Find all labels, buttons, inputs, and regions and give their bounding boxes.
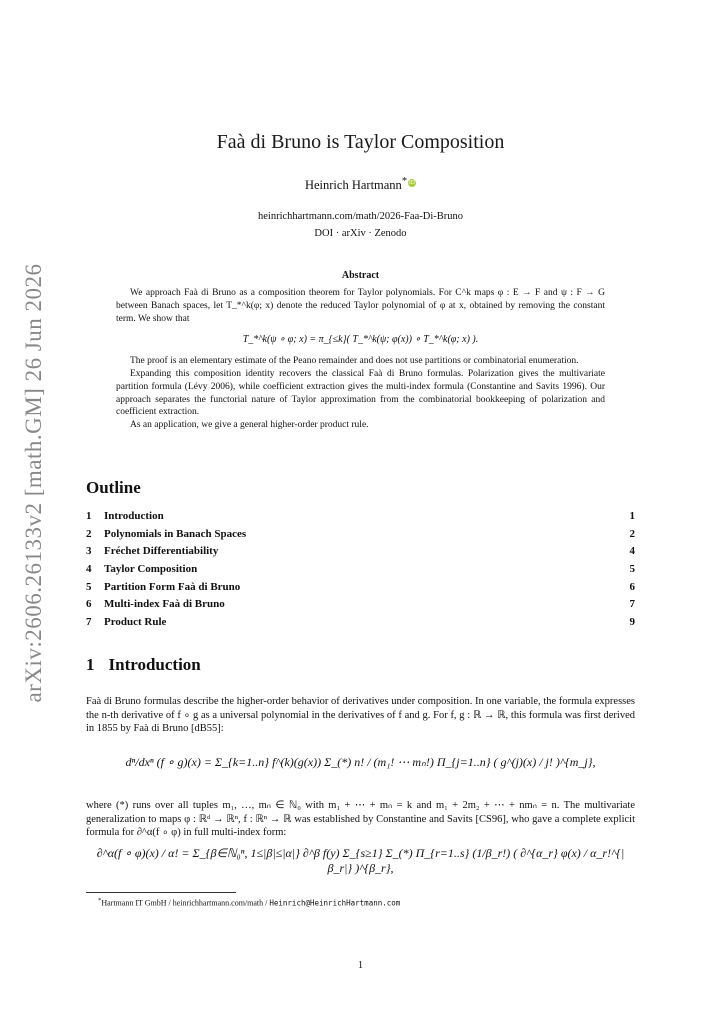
toc-number: 6 bbox=[86, 598, 92, 611]
table-of-contents bbox=[86, 508, 635, 632]
author-line bbox=[0, 176, 721, 193]
abstract-paragraph-2: The proof is an elementary estimate of the Peano remainder and does not use partitions or combinatorial enumeration. bbox=[130, 356, 579, 367]
toc-number: 3 bbox=[86, 545, 92, 558]
toc-page: 2 bbox=[629, 527, 635, 540]
toc-number: 7 bbox=[86, 616, 92, 629]
abstract-equation: T_*^k(ψ ∘ φ; x) = π_{≤k}( T_*^k(ψ; φ(x)) ∘ T_*^k(φ; x) ). bbox=[242, 334, 479, 346]
intro-paragraph-1: Faà di Bruno formulas describe the higher-order behavior of derivatives under composition. In one variable, the formula expresses the n-th derivative of f ∘ g as a universal polynomial in the derivatives of f and g. For f, g : ℝ → ℝ, this formula was first derived in 1855 by Faà di Bruno [dB55]: bbox=[86, 696, 635, 735]
toc-page: 5 bbox=[629, 563, 635, 576]
section-number: 1 bbox=[86, 655, 95, 674]
toc-page: 4 bbox=[629, 545, 635, 558]
faa-di-bruno-equation: dⁿ/dxⁿ (f ∘ g)(x) = Σ_{k=1..n} f^(k)(g(x)) Σ_(*) n! / (m₁! ⋯ mₙ!) Π_{j=1..n} ( g^(j)(x) / j! )^{m_j}, bbox=[125, 755, 596, 769]
footnote-email[interactable]: Heinrich@HeinrichHartmann.com bbox=[269, 898, 401, 908]
toc-page: 9 bbox=[629, 616, 635, 629]
section-heading bbox=[86, 655, 201, 675]
arxiv-sidebar-stamp bbox=[14, 263, 54, 703]
toc-item[interactable] bbox=[86, 526, 635, 544]
toc-label: Fréchet Differentiability bbox=[104, 545, 219, 558]
footnote bbox=[98, 897, 400, 908]
toc-item[interactable] bbox=[86, 614, 635, 632]
outline-heading: Outline bbox=[86, 478, 141, 497]
toc-label: Partition Form Faà di Bruno bbox=[104, 580, 241, 593]
author-name: Heinrich Hartmann bbox=[304, 178, 402, 193]
abstract-paragraph-3: Expanding this composition identity recovers the classical Faà di Bruno formulas. Polarization gives the multivariate partition formula (Lévy 2006), while coefficient extraction gives the multi-index formula (Constantine and Savits 1996). Our approach separates the functorial nature of Taylor approximation from the combinatorial bookkeeping of polarization and coefficient extraction. bbox=[116, 368, 605, 418]
abstract-body bbox=[116, 287, 605, 432]
paper-url[interactable]: heinrichhartmann.com/math/2026-Faa-Di-Bruno bbox=[258, 211, 463, 222]
toc-page: 7 bbox=[629, 598, 635, 611]
page-number: 1 bbox=[357, 960, 364, 971]
toc-page: 6 bbox=[629, 580, 635, 593]
toc-label: Taylor Composition bbox=[104, 563, 198, 576]
paper-title: Faà di Bruno is Taylor Composition bbox=[216, 131, 505, 153]
abstract-heading: Abstract bbox=[341, 270, 380, 281]
toc-item[interactable] bbox=[86, 508, 635, 526]
toc-number: 4 bbox=[86, 563, 92, 576]
toc-label: Multi-index Faà di Bruno bbox=[104, 598, 225, 611]
abstract-paragraph-4: As an application, we give a general higher-order product rule. bbox=[130, 420, 369, 431]
toc-item[interactable] bbox=[86, 543, 635, 561]
section-title: Introduction bbox=[108, 655, 201, 674]
paper-links bbox=[0, 208, 721, 242]
toc-item[interactable] bbox=[86, 596, 635, 614]
orcid-icon[interactable]: iD bbox=[409, 180, 416, 187]
toc-page: 1 bbox=[629, 510, 635, 522]
footnote-text: Hartmann IT GmbH / heinrichhartmann.com/math / bbox=[101, 898, 270, 908]
multi-index-equation: ∂^α(f ∘ φ)(x) / α! = Σ_{β∈ℕ₀ⁿ, 1≤|β|≤|α|} ∂^β f(y) Σ_{s≥1} Σ_(*) Π_{r=1..s} (1/β_r!) ( ∂^{α_r} φ(x) / α_r!^{|β_r|} )^{β_r}, bbox=[96, 846, 625, 875]
toc-label: Polynomials in Banach Spaces bbox=[104, 527, 247, 540]
author-footnote-mark: * bbox=[401, 176, 408, 187]
abstract-paragraph-1: We approach Faà di Bruno as a composition theorem for Taylor polynomials. For C^k maps φ : E → F and ψ : F → G between Banach spaces, let T_*^k(φ; x) denote the reduced Taylor polynomial of φ at x, obtained by removing the constant term. We show that bbox=[116, 288, 605, 324]
toc-label: Introduction bbox=[104, 510, 164, 522]
toc-label: Product Rule bbox=[104, 616, 167, 629]
toc-item[interactable] bbox=[86, 561, 635, 579]
footnote-rule bbox=[86, 892, 236, 893]
toc-number: 5 bbox=[86, 580, 92, 593]
toc-number: 2 bbox=[86, 527, 92, 540]
doi-arxiv-zenodo-links[interactable]: DOI · arXiv · Zenodo bbox=[314, 228, 407, 239]
arxiv-id: arXiv:2606.26133v2 [math.GM] 26 Jun 2026 bbox=[21, 263, 46, 703]
intro-paragraph-2: where (*) runs over all tuples m₁, …, mₙ ∈ ℕ₀ with m₁ + ⋯ + mₙ = k and m₁ + 2m₂ + ⋯ + nmₙ = n. The multivariate generalization to maps φ : ℝᵈ → ℝⁿ, f : ℝⁿ → ℝ was established by Constantine and Savits [CS96], who gave a complete explicit formula for ∂^α(f ∘ φ) in full multi-index form: bbox=[86, 800, 635, 839]
toc-item[interactable] bbox=[86, 579, 635, 597]
footnote-mark: * bbox=[98, 897, 102, 904]
toc-number: 1 bbox=[86, 510, 92, 522]
